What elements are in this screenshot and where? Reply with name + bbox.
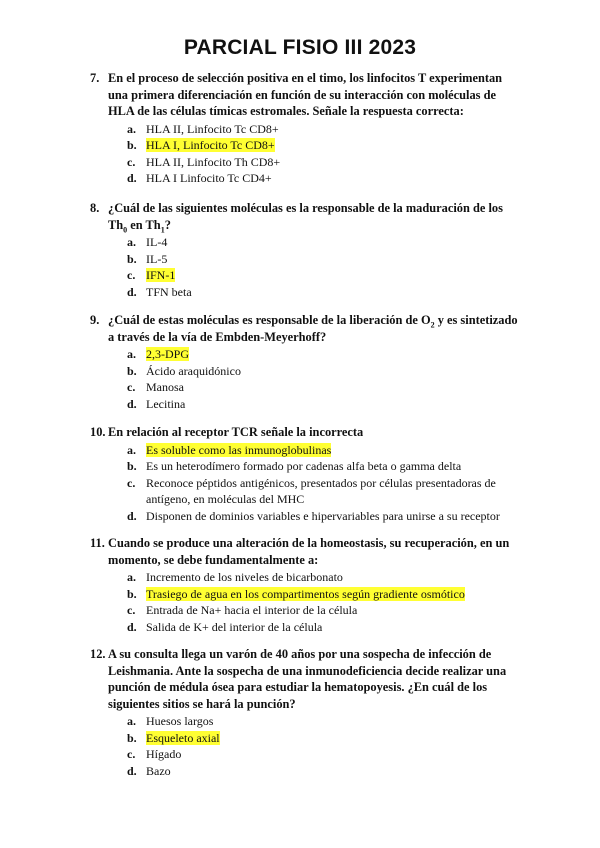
option-text-highlighted: Esqueleto axial: [146, 730, 220, 745]
option-c[interactable]: [0, 154, 518, 171]
option-a[interactable]: [0, 713, 518, 730]
option-text-highlighted: IFN-1: [146, 268, 176, 282]
question-9: [0, 312, 518, 412]
option-d[interactable]: [0, 396, 518, 413]
option-letter: a.: [127, 570, 136, 584]
option-b[interactable]: [0, 251, 518, 268]
option-b[interactable]: [0, 458, 526, 475]
question-text: A su consulta llega un varón de 40 años por una sospecha de infección de Leishmania. Ante la sospecha de una inmunodeficiencia decide realizar una punción de médula ósea para estudiar la hematopoyesis. ¿En cuál de los siguientes sitios se hará la punción?: [108, 647, 507, 711]
option-c[interactable]: [0, 475, 526, 508]
option-text-highlighted: 2,3-DPG: [146, 347, 190, 361]
option-list: [0, 442, 526, 525]
option-a[interactable]: [0, 442, 526, 459]
option-letter: c.: [127, 380, 136, 394]
question-12: [0, 646, 518, 779]
option-letter: a.: [127, 121, 136, 136]
option-text: Ácido araquidónico: [146, 363, 241, 378]
option-d[interactable]: [0, 619, 518, 636]
question-7: [0, 70, 518, 187]
question-text: En relación al receptor TCR señale la incorrecta: [108, 425, 364, 439]
option-text: HLA II, Linfocito Th CD8+: [146, 154, 281, 169]
option-text-highlighted: Es soluble como las inmunoglobulinas: [146, 442, 332, 457]
option-text: TFN beta: [146, 284, 192, 299]
option-letter: d.: [127, 171, 137, 185]
option-a[interactable]: [0, 569, 518, 586]
option-list: [0, 569, 518, 635]
option-text: Disponen de dominios variables e hipervariables para unirse a su receptor: [146, 508, 500, 523]
option-text: IL-4: [146, 235, 168, 249]
question-8: [0, 200, 518, 300]
option-a[interactable]: [0, 346, 518, 363]
option-letter: b.: [127, 730, 137, 745]
option-letter: c.: [127, 154, 136, 169]
option-letter: d.: [127, 763, 137, 778]
question-number: 11.: [90, 536, 105, 550]
option-list: [0, 121, 518, 187]
option-letter: c.: [127, 475, 136, 490]
question-11: [0, 535, 518, 635]
option-c[interactable]: [0, 602, 518, 619]
option-letter: d.: [127, 508, 137, 523]
question-number: 7.: [90, 71, 100, 85]
option-text: Reconoce péptidos antigénicos, presentados por células presentadoras de antígeno, en moléculas del MHC: [146, 475, 496, 506]
option-text: HLA II, Linfocito Tc CD8+: [146, 121, 279, 136]
option-b[interactable]: [0, 586, 518, 603]
option-text: Es un heterodímero formado por cadenas alfa beta o gamma delta: [146, 459, 462, 473]
option-b[interactable]: [0, 730, 518, 747]
option-text: Bazo: [146, 763, 171, 778]
option-letter: d.: [127, 284, 137, 299]
option-d[interactable]: [0, 763, 518, 780]
option-text: Lecitina: [146, 396, 186, 411]
option-letter: d.: [127, 619, 137, 634]
question-number: 8.: [90, 201, 100, 215]
option-letter: b.: [127, 363, 137, 378]
option-list: [0, 234, 518, 300]
option-letter: b.: [127, 138, 137, 152]
option-text-highlighted: Trasiego de agua en los compartimentos según gradiente osmótico: [146, 586, 465, 601]
option-letter: b.: [127, 586, 137, 601]
option-text: HLA I Linfocito Tc CD4+: [146, 171, 272, 185]
option-d[interactable]: [0, 508, 526, 525]
option-text: Huesos largos: [146, 714, 214, 728]
option-a[interactable]: [0, 234, 518, 251]
question-text: ¿Cuál de las siguientes moléculas es la responsable de la maduración de los $Th_0$ en $Th_1$?: [108, 201, 503, 234]
option-c[interactable]: [0, 267, 518, 284]
option-text: Incremento de los niveles de bicarbonato: [146, 570, 343, 584]
option-text-highlighted: HLA I, Linfocito Tc CD8+: [146, 138, 275, 152]
option-letter: a.: [127, 442, 136, 457]
option-text: Manosa: [146, 380, 184, 394]
option-letter: a.: [127, 235, 136, 249]
option-letter: b.: [127, 251, 137, 266]
option-text: Hígado: [146, 747, 182, 761]
option-text: Entrada de Na+ hacia el interior de la célula: [146, 603, 358, 617]
question-number: 10.: [90, 425, 106, 439]
question-number: 12.: [90, 647, 106, 661]
option-d[interactable]: [0, 284, 518, 301]
page-title: PARCIAL FISIO III 2023: [183, 36, 417, 59]
question-10: [0, 424, 526, 524]
option-c[interactable]: [0, 379, 518, 396]
option-letter: d.: [127, 396, 137, 411]
option-letter: a.: [127, 347, 136, 361]
option-list: [0, 346, 518, 412]
option-a[interactable]: [0, 121, 518, 138]
option-c[interactable]: [0, 746, 518, 763]
option-letter: c.: [127, 747, 136, 761]
option-letter: b.: [127, 459, 137, 473]
question-text: Cuando se produce una alteración de la homeostasis, su recuperación, en un momento, se debe fundamentalmente a:: [108, 536, 510, 567]
option-text: Salida de K+ del interior de la célula: [146, 619, 323, 634]
question-text: En el proceso de selección positiva en el timo, los linfocitos T experimentan una primera diferenciación en función de su interacción con moléculas de HLA de las células tímicas estromales. Señale la respuesta correcta:: [108, 71, 503, 118]
option-b[interactable]: [0, 137, 518, 154]
option-d[interactable]: [0, 170, 518, 187]
question-text: ¿Cuál de estas moléculas es responsable de la liberación de $O_2$ y es sintetizado a través de la vía de Embden-Meyerhoff?: [108, 313, 518, 344]
option-text: IL-5: [146, 251, 168, 266]
option-letter: c.: [127, 603, 136, 617]
question-number: 9.: [90, 313, 100, 327]
option-list: [0, 713, 518, 779]
option-b[interactable]: [0, 363, 518, 380]
option-letter: c.: [127, 268, 136, 282]
option-letter: a.: [127, 714, 136, 728]
